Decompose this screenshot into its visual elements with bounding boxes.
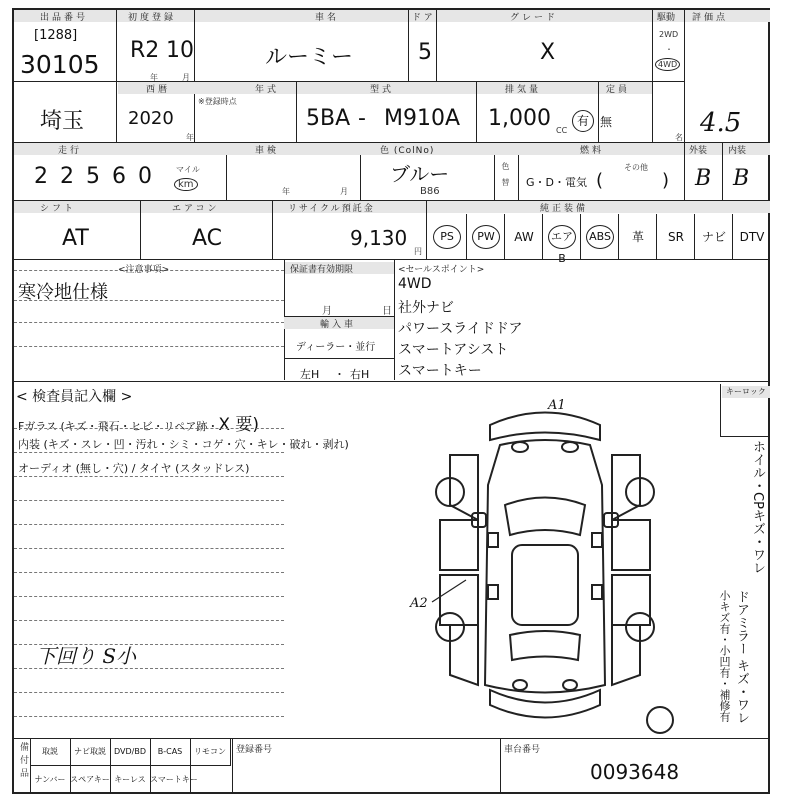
month: 10 (166, 38, 194, 63)
small-note: 小キズ有・小凹有・補修有 (718, 590, 731, 722)
sales-point: 4WD (398, 276, 432, 292)
inspector-rule (14, 452, 284, 453)
fixed-unit: 名 (675, 133, 683, 142)
entry-bracket: [1288] (34, 28, 78, 43)
sales-point: 社外ナビ (398, 300, 454, 316)
dealer-parallel: ディーラー・並行 (296, 342, 376, 353)
inspector-rule (14, 620, 284, 621)
accessory-item: スマートキー (150, 766, 191, 793)
shift-label: シフト (40, 204, 77, 214)
year-nen: 年 (186, 133, 194, 142)
doors: 5 (418, 40, 432, 65)
turbo-yes: 有 (572, 110, 594, 132)
a2-pointer (430, 576, 470, 606)
fuel-label: 燃料 (580, 146, 605, 156)
model: M910A (384, 106, 461, 131)
mark-a2: A2 (410, 596, 428, 611)
score-label: 評価点 (692, 13, 729, 23)
inspection-month: 月 (340, 187, 348, 196)
accessory-item: B-CAS (150, 738, 191, 766)
year-label: 西暦 (146, 85, 171, 95)
fuel: G・D・電気 (526, 176, 587, 189)
year: 2020 (128, 108, 174, 129)
inspector-rule (14, 572, 284, 573)
shift: AT (62, 226, 89, 251)
model-label: 型式 (370, 85, 395, 95)
car-name-label: 車名 (315, 13, 340, 23)
era: R2 (130, 38, 160, 63)
cc-unit: CC (556, 126, 568, 135)
accessory-item: ナンバー (30, 766, 71, 793)
model-prefix: 5BA (306, 106, 351, 131)
car-name: ルーミー (265, 45, 354, 70)
inspection-year: 年 (282, 187, 290, 196)
model-year-label: 年式 (255, 85, 280, 95)
equipment-item: PS (428, 214, 466, 259)
displacement-label: 排気量 (505, 85, 542, 95)
color-change: 色替 (501, 162, 510, 194)
sales-point: スマートアシスト (398, 342, 509, 358)
color: ブルー (390, 162, 450, 186)
doors-label: ドア (412, 13, 436, 23)
fuel-other: その他 (624, 163, 648, 172)
yen-unit: 円 (414, 247, 422, 256)
model-dash: - (358, 106, 366, 131)
equipment-item: 革 (618, 214, 657, 259)
notes-label: <注意事項> (118, 265, 170, 275)
inspector-rule (14, 476, 284, 477)
inspector-rule (14, 716, 284, 717)
accessory-item: DVD/BD (110, 738, 151, 766)
mileage-label: 走行 (58, 146, 83, 156)
warranty-day: 日 (382, 306, 392, 317)
drive-4wd: 4WD (655, 58, 680, 71)
grade-label: グレード (510, 13, 559, 23)
warranty-month: 月 (322, 306, 332, 317)
month-mark: 月 (182, 73, 190, 82)
equipment-list (428, 214, 770, 265)
left-hand: 左H (300, 368, 320, 381)
equipment-item: エアB (542, 214, 581, 259)
sales-point: パワースライドドア (398, 321, 523, 337)
interior-line: 内装 (キズ・スレ・凹・汚れ・シミ・コゲ・穴・キレ・破れ・剥れ) (18, 438, 349, 451)
mileage-digit: 0 (138, 164, 152, 189)
accessory-item: リモコン (190, 738, 231, 766)
accessory-item: ナビ取説 (70, 738, 111, 766)
mileage-digit: 2 (60, 164, 74, 189)
accessory-item: スペアキー (70, 766, 111, 793)
notes-text: 寒冷地仕様 (18, 282, 108, 303)
mirror-note: ドアミラー キズ・ワレ (734, 590, 749, 725)
entry-no-label: 出品番号 (40, 13, 89, 23)
accessory-item: 取説 (30, 738, 71, 766)
grade: X (540, 40, 556, 65)
equipment-label: 純正装備 (540, 204, 589, 214)
color-label: 色 (ColNo) (380, 146, 435, 156)
aircon-label: エアコン (172, 204, 220, 214)
audio-line: オーディオ (無し・穴) / タイヤ (スタッドレス) (18, 462, 250, 475)
equipment-item: PW (466, 214, 505, 259)
inspector-rule (14, 500, 284, 501)
mile-unit: マイル (176, 165, 200, 174)
glass-line: Fガラス (キズ・飛石・ヒビ・リペア跡・X 要) (18, 415, 260, 435)
region: 埼玉 (40, 109, 85, 134)
exterior-label: 外装 (689, 146, 708, 156)
nen-mark: 年 (150, 73, 158, 82)
interior-score: B (733, 166, 750, 191)
hand-dot: ・ (334, 368, 345, 381)
color-no: B86 (420, 186, 440, 197)
recycle-amount: 9,130 (350, 226, 408, 250)
right-hand: 右H (350, 368, 370, 381)
equipment-item: DTV (732, 214, 771, 259)
entry-no: 30105 (20, 50, 100, 79)
mileage-digit: 2 (34, 164, 48, 189)
chassis-no: 0093648 (590, 760, 680, 784)
interior-label: 内装 (728, 146, 747, 156)
unregistered-note: ※登録時点 (198, 97, 237, 106)
wheel-note: ホイル・CPキズ・ワレ (750, 440, 765, 574)
equipment-item: SR (656, 214, 695, 259)
inspection-label: 車検 (255, 146, 280, 156)
inspector-rule (14, 596, 284, 597)
handwritten-note: 下回り S小 (36, 644, 137, 668)
inspector-label: < 検査員記入欄 > (16, 389, 133, 405)
import-label: 輸入車 (320, 320, 357, 330)
inspector-rule (14, 692, 284, 693)
displacement: 1,000 (488, 106, 551, 131)
car-diagram (420, 395, 670, 735)
equipment-item: ABS (580, 214, 619, 259)
warranty-label: 保証書有効期限 (290, 265, 354, 275)
mileage-digit: 6 (112, 164, 126, 189)
sales-points-label: <セールスポイント> (398, 265, 485, 275)
exterior-score: B (695, 166, 712, 191)
mark-a1: A1 (548, 398, 566, 413)
sales-point: スマートキー (398, 363, 482, 379)
aircon: AC (192, 226, 223, 251)
reg-no-label: 登録番号 (236, 745, 273, 755)
drive-label: 駆動 (657, 13, 676, 23)
equipment-item: ナビ (694, 214, 733, 259)
accessory-item: キーレス (110, 766, 151, 793)
recycle-label: リサイクル預託金 (288, 204, 375, 214)
equipment-item: AW (504, 214, 543, 259)
score: 4.5 (700, 108, 742, 138)
chassis-no-label: 車台番号 (504, 745, 541, 755)
mileage-digit: 5 (86, 164, 100, 189)
inspector-rule (14, 524, 284, 525)
inspector-rule (14, 428, 284, 429)
fixed-label: 定員 (606, 85, 631, 95)
turbo-no: 無 (600, 115, 613, 129)
inspector-rule (14, 548, 284, 549)
keylock-label: キーロック (726, 387, 766, 396)
drive-2wd: 2WD (659, 30, 679, 39)
first-reg-label: 初度登録 (128, 13, 177, 23)
km-unit: km (174, 178, 198, 191)
